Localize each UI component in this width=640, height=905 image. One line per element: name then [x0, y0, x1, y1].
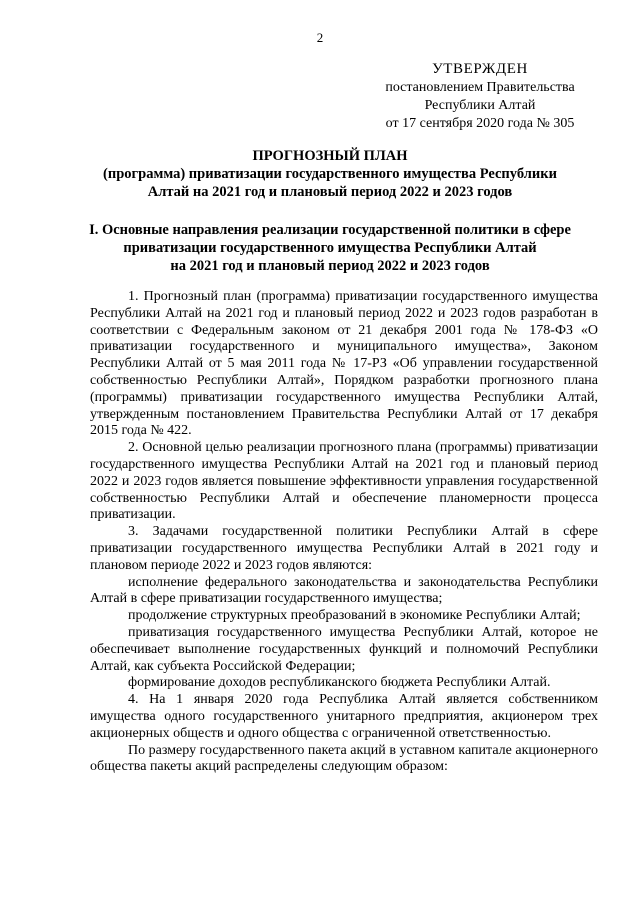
document-title	[60, 147, 600, 201]
paragraph-3: 3. Задачами государственной политики Республики Алтай в сфере приватизации государственного имущества Республики Алтай в 2021 году и плановом периоде 2022 и 2023 годов являются:	[90, 524, 598, 573]
task-item: приватизация государственного имущества Республики Алтай, которое не обеспечивает выполнение государственных функций и полномочий Республики Алтай, как субъекта Российской Федерации;	[90, 624, 598, 674]
title-line: Алтай на 2021 год и плановый период 2022 и 2023 годов	[147, 184, 513, 200]
paragraph-4: 4. На 1 января 2020 года Республика Алтай является собственником имущества одного государственного унитарного предприятия, акционером трех акционерных обществ и одного общества с ограниченной ответственностью.	[90, 692, 598, 741]
section-line: на 2021 год и плановый период 2022 и 2023 годов	[170, 258, 490, 274]
task-item: исполнение федерального законодательства и законодательства Республики Алтай в сфере приватизации государственного имущества;	[90, 574, 598, 607]
page-number: 2	[316, 30, 324, 45]
approval-heading: УТВЕРЖДЕН	[432, 61, 528, 77]
document-body	[90, 289, 598, 776]
section-line: приватизации государственного имущества Республики Алтай	[123, 240, 537, 256]
task-item: продолжение структурных преобразований в экономике Республики Алтай;	[128, 608, 581, 624]
title-line: (программа) приватизации государственного имущества Республики	[103, 166, 557, 182]
approval-stamp	[360, 60, 600, 133]
approval-line: постановлением Правительства	[385, 80, 575, 95]
paragraph-1: 1. Прогнозный план (программа) приватизации государственного имущества Республики Алтай на 2021 год и плановый период 2022 и 2023 годов разработан в соответствии с Федеральным законом от 21 декабря 2001 года № 178-ФЗ «О приватизации государственного и муниципального имущества», Законом Республики Алтай от 5 мая 2011 года № 17-РЗ «Об управлении государственной собственностью Республики Алтай», Порядком разработки прогнозного плана (программы) приватизации государственного имущества Республики Алтай, утвержденным постановлением Правительства Республики Алтай от 17 декабря 2015 года № 422.	[90, 289, 598, 439]
approval-line: Республики Алтай	[424, 98, 536, 113]
section-line: I. Основные направления реализации государственной политики в сфере	[89, 222, 571, 238]
task-item: формирование доходов республиканского бюджета Республики Алтай.	[128, 675, 551, 691]
paragraph-2: 2. Основной целью реализации прогнозного плана (программы) приватизации государственного имущества Республики Алтай на 2021 год и плановый период 2022 и 2023 годов является повышение эффективности управления государственной собственностью Республики Алтай и обеспечение планомерности процесса приватизации.	[90, 440, 598, 523]
paragraph-5: По размеру государственного пакета акций в уставном капитале акционерного общества пакеты акций распределены следующим образом:	[90, 742, 598, 775]
title-line: ПРОГНОЗНЫЙ ПЛАН	[252, 148, 408, 164]
approval-line: от 17 сентября 2020 года № 305	[385, 116, 575, 131]
section-heading	[60, 221, 600, 275]
